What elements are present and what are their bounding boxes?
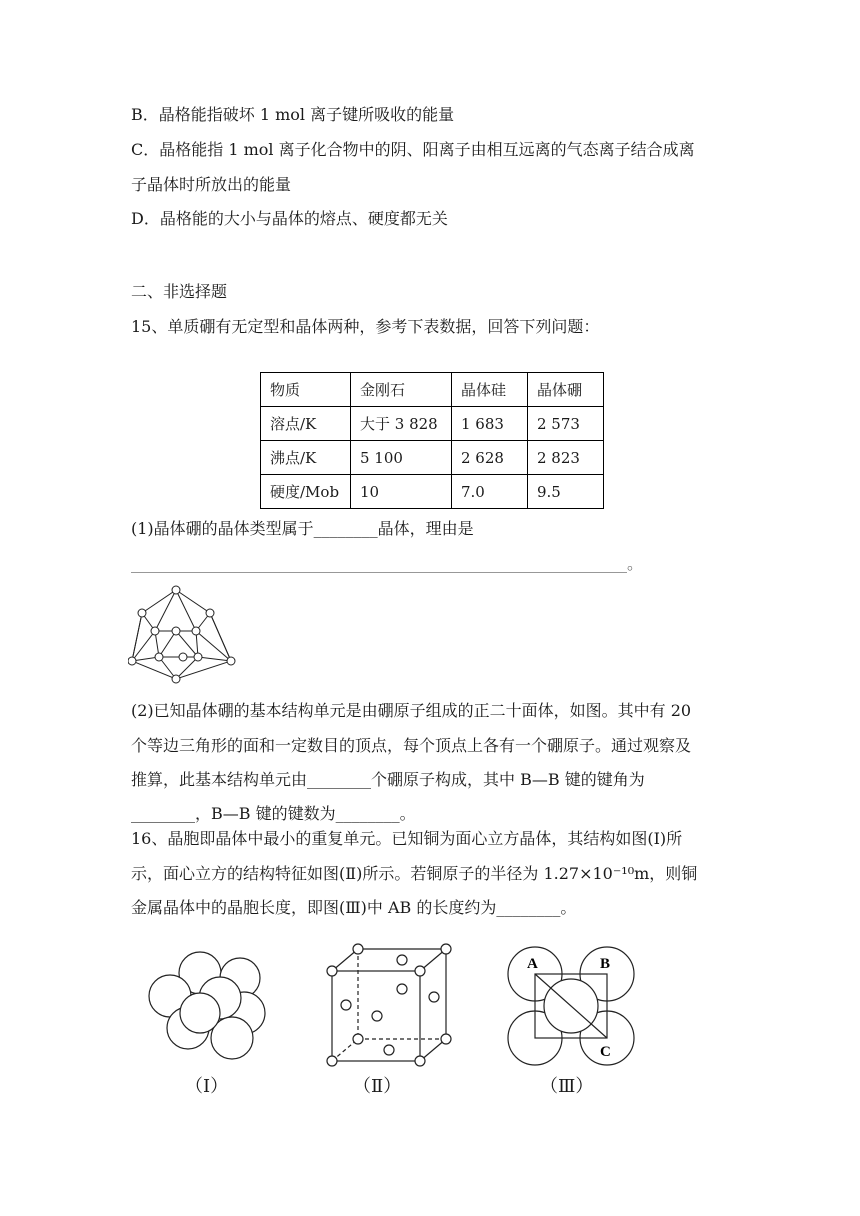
table-cell: 大于 3 828 [351,407,452,441]
q16-line2: 示，面心立方的结构特征如图(Ⅱ)所示。若铜原子的半径为 1.27×10⁻¹⁰m，则铜 [131,864,698,883]
table-cell: 晶体硅 [452,373,528,407]
option-c-line2: 子晶体时所放出的能量 [131,175,292,194]
icosahedron-figure [128,585,238,685]
q15-part1-line1: (1)晶体硼的晶体类型属于________晶体，理由是 [131,519,474,538]
table-cell: 2 823 [528,441,604,475]
figure-1-caption: （Ⅰ） [185,1076,229,1097]
table-cell: 5 100 [351,441,452,475]
q15-part2-line2: 个等边三角形的面和一定数目的顶点，每个顶点上各有一个硼原子。通过观察及 [131,736,692,755]
table-cell: 硬度/Mob [261,475,351,509]
q15-part2-line1: (2)已知晶体硼的基本结构单元是由硼原子组成的正二十面体，如图。其中有 20 [131,701,692,720]
table-cell: 金刚石 [351,373,452,407]
table-cell: 10 [351,475,452,509]
figure-2-fcc-cube [322,943,462,1068]
table-cell: 9.5 [528,475,604,509]
label-b: B [600,956,611,972]
q16-line3: 金属晶体中的晶胞长度，即图(Ⅲ)中 AB 的长度约为________。 [131,898,577,917]
table-row [261,475,604,509]
figure-2-caption: （Ⅱ） [353,1076,402,1097]
label-c: C [600,1044,611,1060]
data-table [260,372,604,509]
q15-part2-line3: 推算，此基本结构单元由________个硼原子构成，其中 B—B 键的键角为 [131,770,645,789]
table-cell: 2 573 [528,407,604,441]
option-b: B．晶格能指破坏 1 mol 离子键所吸收的能量 [131,105,455,124]
figure-3-face-diagonal [505,944,640,1069]
table-row [261,373,604,407]
section-title: 二、非选择题 [131,282,228,301]
q15-part2-line4: ________，B—B 键的键数为________。 [131,804,416,823]
table-row [261,441,604,475]
table-cell: 7.0 [452,475,528,509]
question-15-stem: 15、单质硼有无定型和晶体两种，参考下表数据，回答下列问题： [131,317,600,336]
label-a: A [527,956,538,972]
table-row [261,407,604,441]
table-cell: 晶体硼 [528,373,604,407]
option-c-line1: C．晶格能指 1 mol 离子化合物中的阴、阳离子由相互远离的气态离子结合成离 [131,140,695,159]
table-cell: 2 628 [452,441,528,475]
option-d: D．晶格能的大小与晶体的熔点、硬度都无关 [131,209,448,228]
table-cell: 溶点/K [261,407,351,441]
q16-line1: 16、晶胞即晶体中最小的重复单元。已知铜为面心立方晶体，其结构如图(Ⅰ)所 [131,829,683,848]
table-cell: 沸点/K [261,441,351,475]
q15-part1-line2: ______________________________________________________________。 [131,554,643,573]
figure-1-sphere-packing [140,948,270,1068]
table-cell: 物质 [261,373,351,407]
table-cell: 1 683 [452,407,528,441]
figure-3-caption: （Ⅲ） [540,1076,594,1097]
